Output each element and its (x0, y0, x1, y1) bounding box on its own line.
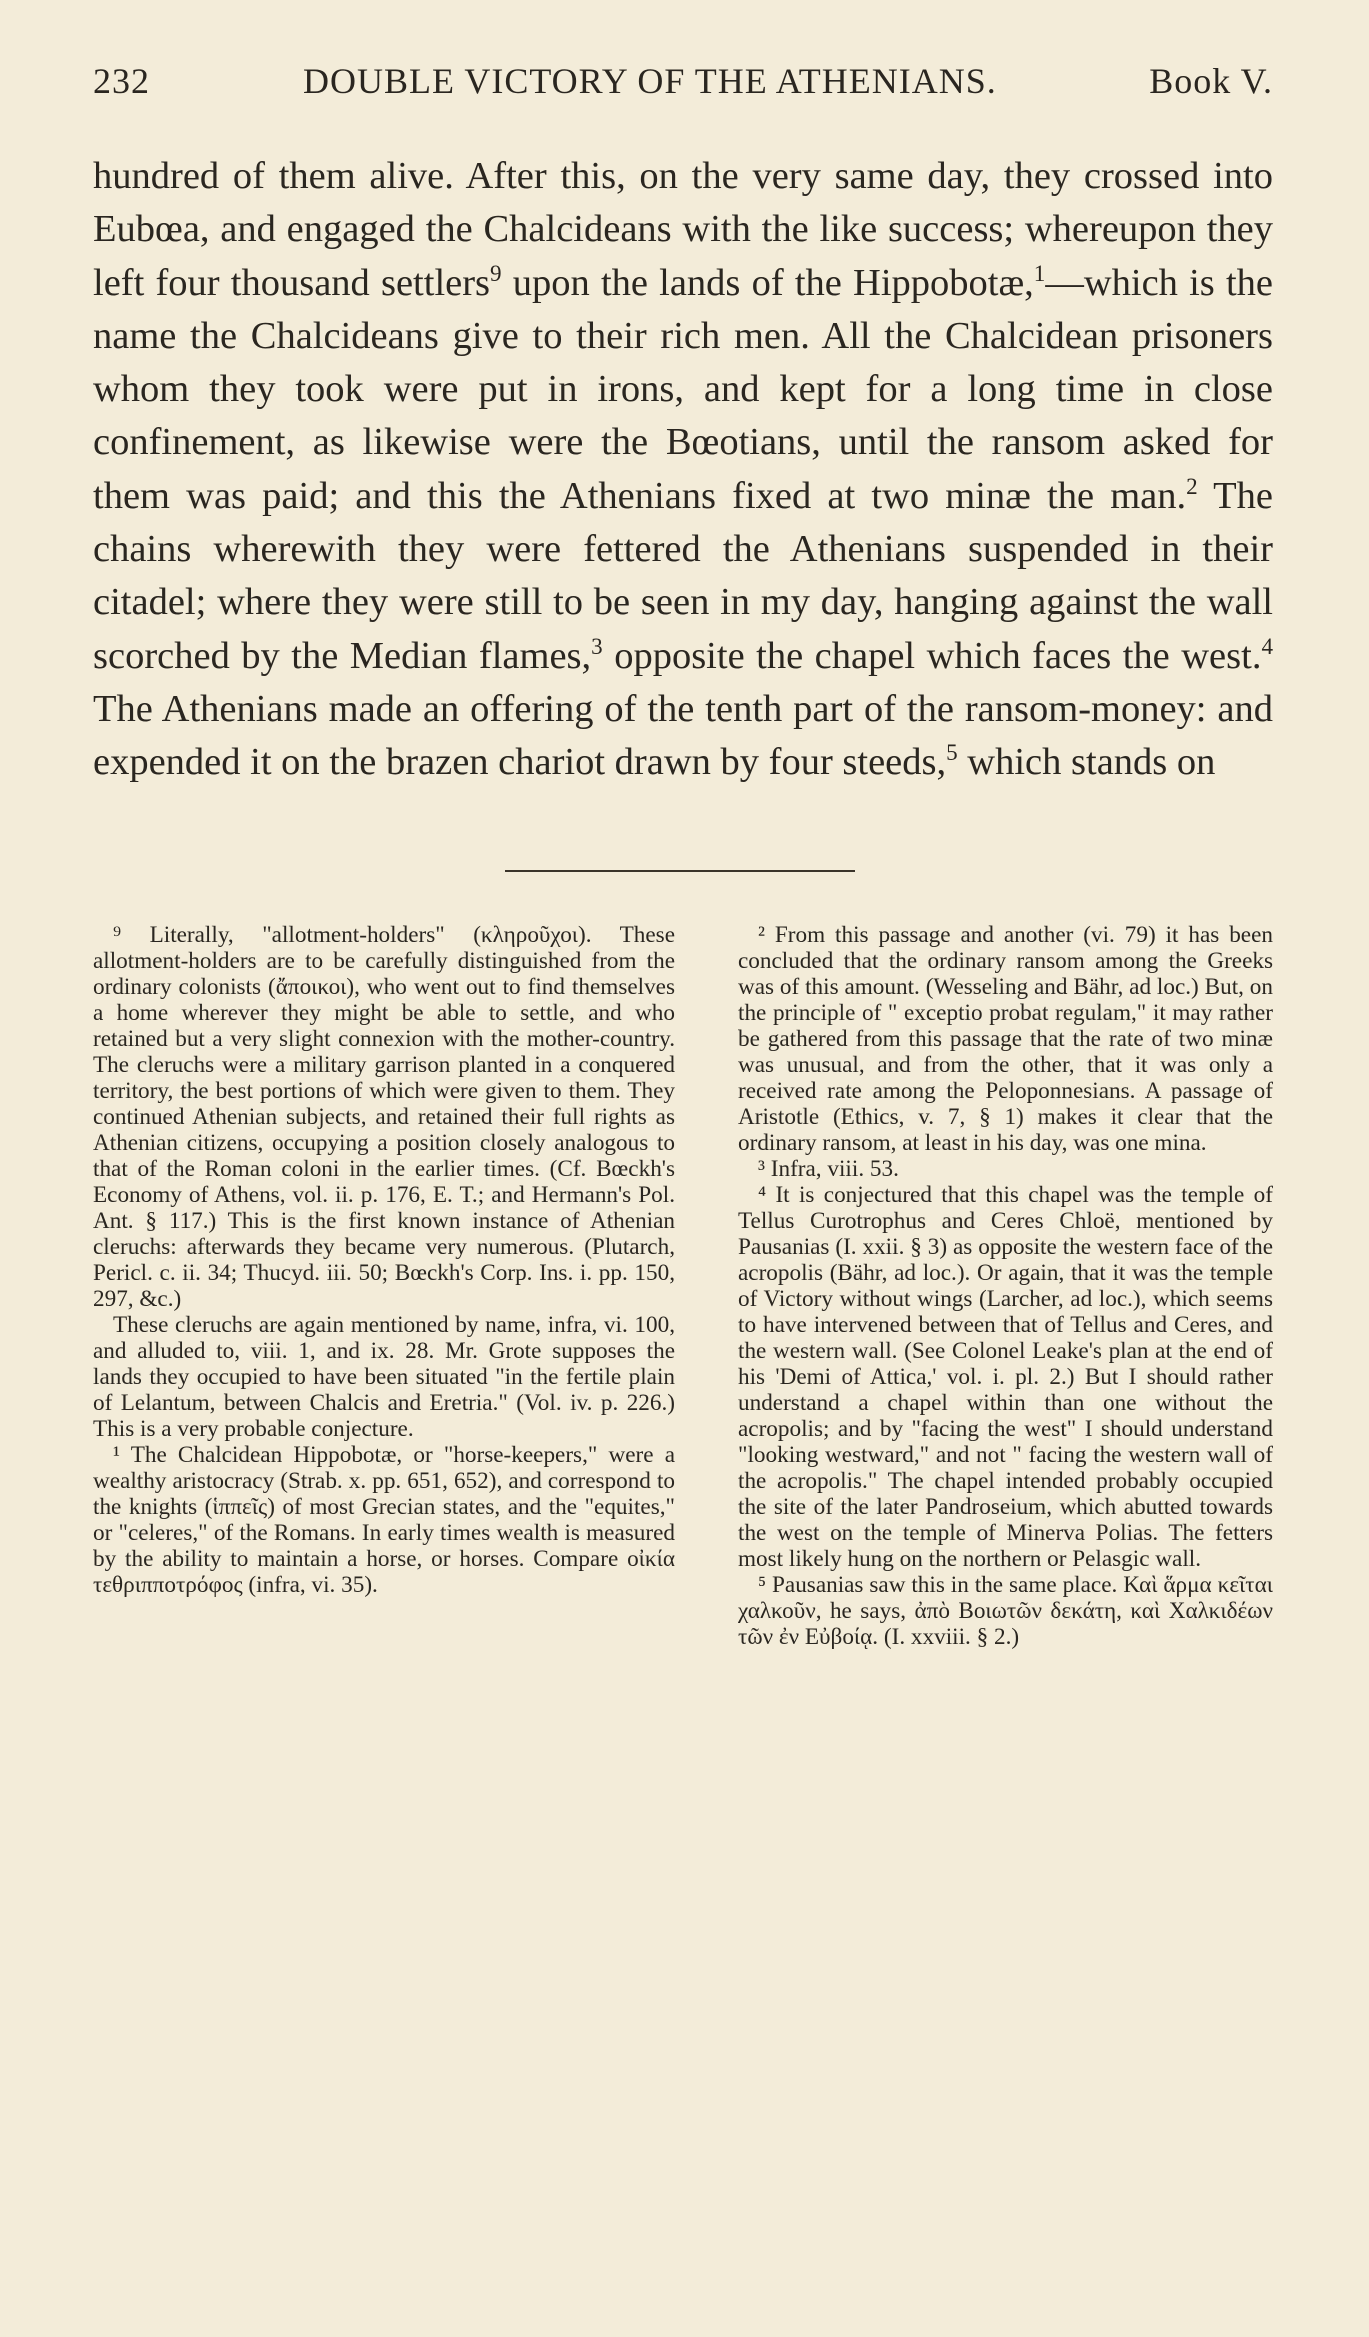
footnote-3: ³ Infra, viii. 53. (758, 1156, 899, 1182)
book-label: Book V. (1149, 61, 1273, 101)
footnote-ref: 5 (946, 739, 958, 766)
footnote-1: ¹ The Chalcidean Hippobotæ, or "horse-keepers," were a wealthy aristocracy (Strab. x. pp. 651, 652), and correspond to the knights (ἱππεῖς) of most Grecian states, and the "equites," or "celeres," of the Romans. In early times wealth is measured by the ability to maintain a horse, or horses. Compare οἰκία τεθριπποτρόφος (infra, vi. 35). (93, 1442, 675, 1598)
footnote-divider (505, 870, 855, 872)
main-text (93, 150, 1273, 790)
footnote-4: ⁴ It is conjectured that this chapel was the temple of Tellus Curotrophus and Ceres Chloë, mentioned by Pausanias (I. xxii. § 3) as opposite the western face of the acropolis (Bähr, ad loc.). Or again, that it was the temple of Victory without wings (Larcher, ad loc.), which seems to have intervened between that of Tellus and Ceres, and the western wall. (See Colonel Leake's plan at the end of his 'Demi of Attica,' vol. i. pl. 2.) But I should rather understand a chapel within than one without the acropolis; and by "facing the west" I should understand "looking westward," and not " facing the western wall of the acropolis." The chapel intended probably occupied the site of the later Pandroseium, which abutted towards the west on the temple of Minerva Polias. The fetters most likely hung on the northern or Pelasgic wall. (738, 1182, 1273, 1572)
footnote-5: ⁵ Pausanias saw this in the same place. Καὶ ἅρμα κεῖται χαλκοῦν, he says, ἀπὸ Βοιωτῶν δεκάτη, καὶ Χαλκιδέων τῶν ἐν Εὐβοίᾳ. (I. xxviii. § 2.) (738, 1572, 1273, 1650)
footnote-ref: 2 (1186, 472, 1198, 499)
footnote-ref: 3 (591, 632, 603, 659)
running-header (93, 60, 1273, 110)
body-paragraph: hundred of them alive. After this, on the very same day, they crossed into Eubœa, and engaged the Chalcideans with the like success; whereupon they left four thousand settlers$^9$ upon the lands of the Hippobotæ,$^1$—which is the name the Chalcideans give to their rich men. All the Chalcidean prisoners whom they took were put in irons, and kept for a long time in close confinement, as likewise were the Bœotians, until the ransom asked for them was paid; and this the Athenians fixed at two minæ the man.$^2$ The chains wherewith they were fettered the Athenians suspended in their citadel; where they were still to be seen in my day, hanging against the wall scorched by the Median flames,$^3$ opposite the chapel which faces the west.$^4$ The Athenians made an offering of the tenth part of the ransom-money: and expended it on the brazen chariot drawn by four steeds,$^5$ which stands on (93, 155, 1273, 784)
footnote-2: ² From this passage and another (vi. 79) it has been concluded that the ordinary ransom among the Greeks was of this amount. (Wesseling and Bähr, ad loc.) But, on the principle of " exceptio probat regulam," it may rather be gathered from this passage that the rate of two minæ was unusual, and from the other, that it was only a received rate among the Peloponnesians. A passage of Aristotle (Ethics, v. 7, § 1) makes it clear that the ordinary ransom, at least in his day, was one mina. (738, 922, 1273, 1156)
footnotes-left-column (93, 922, 675, 1598)
footnotes-right-column (738, 922, 1273, 1650)
running-title: DOUBLE VICTORY OF THE ATHENIANS. (303, 61, 997, 101)
page-number: 232 (93, 61, 150, 101)
footnote-9: ⁹ Literally, "allotment-holders" (κληροῦχοι). These allotment-holders are to be carefully distinguished from the ordinary colonists (ἄποικοι), who went out to find themselves a home wherever they might be able to settle, and who retained but a very slight connexion with the mother-country. The cleruchs were a military garrison planted in a conquered territory, the best portions of which were given to them. They continued Athenian subjects, and retained their full rights as Athenian citizens, occupying a position closely analogous to that of the Roman coloni in the earlier times. (Cf. Bœckh's Economy of Athens, vol. ii. p. 176, E. T.; and Hermann's Pol. Ant. § 117.) This is the first known instance of Athenian cleruchs: afterwards they became very numerous. (Plutarch, Pericl. c. ii. 34; Thucyd. iii. 50; Bœckh's Corp. Ins. i. pp. 150, 297, &c.) (93, 922, 675, 1312)
footnote-9-continued: These cleruchs are again mentioned by name, infra, vi. 100, and alluded to, viii. 1, and ix. 28. Mr. Grote supposes the lands they occupied to have been situated "in the fertile plain of Lelantum, between Chalcis and Eretria." (Vol. iv. p. 226.) This is a very probable conjecture. (93, 1312, 675, 1442)
footnote-ref: 4 (1261, 632, 1273, 659)
footnote-ref: 9 (490, 259, 502, 286)
footnote-ref: 1 (1033, 259, 1046, 286)
